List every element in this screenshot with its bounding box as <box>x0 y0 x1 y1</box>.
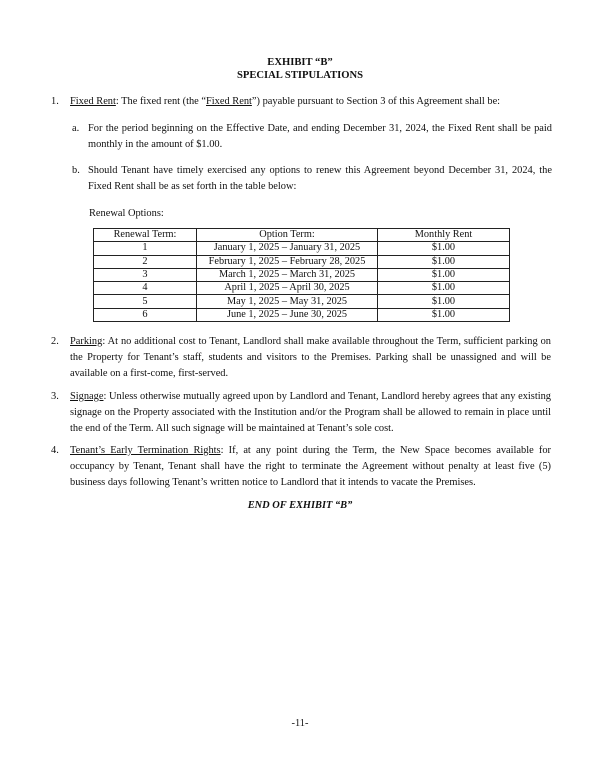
item-title: Parking <box>70 336 103 347</box>
item-body <box>70 443 551 491</box>
table-row <box>94 255 510 268</box>
table-cell: $1.00 <box>378 295 510 308</box>
item-title: Tenant’s Early Termination Rights <box>70 445 221 456</box>
end-of-exhibit: END OF EXHIBIT “B” <box>247 500 353 511</box>
item-number: 4. <box>51 445 59 456</box>
item-number: 1. <box>51 96 59 107</box>
sub-label: b. <box>72 165 80 176</box>
column-header: Renewal Term: <box>94 229 197 242</box>
item-text-b: ”) payable pursuant to Section 3 of this Agreement shall be: <box>251 96 501 107</box>
table-cell: $1.00 <box>378 255 510 268</box>
table-cell: $1.00 <box>378 282 510 295</box>
page-number: -11- <box>291 718 309 729</box>
column-header: Option Term: <box>197 229 378 242</box>
item-body <box>70 389 551 437</box>
stipulation-1 <box>51 94 551 110</box>
renewal-options-label: Renewal Options: <box>89 208 164 219</box>
column-header: Monthly Rent <box>378 229 510 242</box>
table-cell: 2 <box>94 255 197 268</box>
table-cell: March 1, 2025 – March 31, 2025 <box>197 268 378 281</box>
item-text: : If, at any point during the Term, the New Space becomes available for occupancy by Tenant, Tenant shall have the right to terminate the Agreement without penalty at least five (5) business days following Tenant’s written notice to Landlord that it intends to vacate the Premises. <box>70 445 551 488</box>
item-text-a: : The fixed rent (the “ <box>115 96 207 107</box>
table-row <box>94 242 510 255</box>
table-cell: 1 <box>94 242 197 255</box>
table-header-row <box>94 229 510 242</box>
table-cell: 6 <box>94 308 197 321</box>
stipulation-3 <box>51 389 551 437</box>
item-body <box>70 94 551 110</box>
table-cell: $1.00 <box>378 242 510 255</box>
sub-item-a <box>72 121 552 153</box>
stipulation-4 <box>51 443 551 491</box>
table-cell: 4 <box>94 282 197 295</box>
table-cell: $1.00 <box>378 308 510 321</box>
defined-term: Fixed Rent <box>206 96 252 107</box>
exhibit-title: EXHIBIT “B” <box>267 57 333 68</box>
renewal-table <box>93 228 510 322</box>
item-number: 2. <box>51 336 59 347</box>
table-row <box>94 308 510 321</box>
table-cell: June 1, 2025 – June 30, 2025 <box>197 308 378 321</box>
table-row <box>94 282 510 295</box>
item-text: : At no additional cost to Tenant, Landlord shall make available throughout the Term, sufficient parking on the Property for Tenant’s staff, students and visitors to the Premises. Parking shall be unassigned and will be available on a first-come, first-served. <box>70 336 551 379</box>
sub-item-b <box>72 163 552 195</box>
table-row <box>94 295 510 308</box>
item-text: : Unless otherwise mutually agreed upon by Landlord and Tenant, Landlord hereby agrees that any existing signage on the Property associated with the Institution and/or the Program shall be allowed to remain in place until the end of the Term. All such signage will be maintained at Tenant’s sole cost. <box>70 391 551 434</box>
table-cell: January 1, 2025 – January 31, 2025 <box>197 242 378 255</box>
table-cell: May 1, 2025 – May 31, 2025 <box>197 295 378 308</box>
item-title: Signage <box>70 391 104 402</box>
stipulation-2 <box>51 334 551 382</box>
table-cell: February 1, 2025 – February 28, 2025 <box>197 255 378 268</box>
item-number: 3. <box>51 391 59 402</box>
table-cell: 5 <box>94 295 197 308</box>
table-cell: April 1, 2025 – April 30, 2025 <box>197 282 378 295</box>
table-row <box>94 268 510 281</box>
item-title: Fixed Rent <box>70 96 116 107</box>
section-title: SPECIAL STIPULATIONS <box>236 70 364 81</box>
table-cell: $1.00 <box>378 268 510 281</box>
sub-text: Should Tenant have timely exercised any options to renew this Agreement beyond December 31, 2024, the Fixed Rent shall be as set forth in the table below: <box>88 165 552 192</box>
table-cell: 3 <box>94 268 197 281</box>
sub-label: a. <box>72 123 80 134</box>
sub-text: For the period beginning on the Effective Date, and ending December 31, 2024, the Fixed Rent shall be paid monthly in the amount of $1.00. <box>88 123 552 150</box>
item-body <box>70 334 551 382</box>
